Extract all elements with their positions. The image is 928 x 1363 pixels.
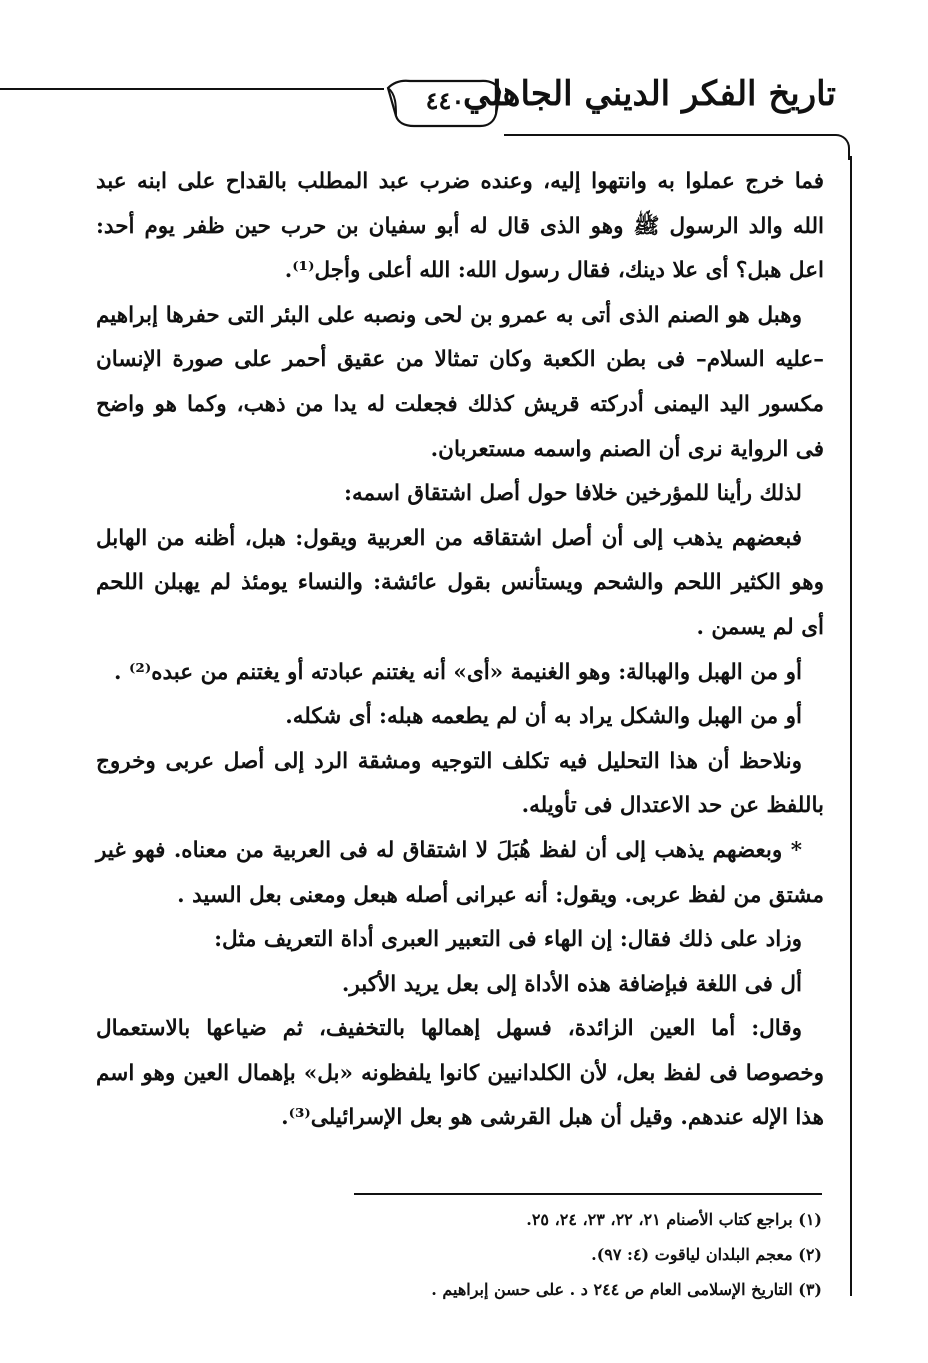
page-number: ٤٤٠ [425,86,465,115]
paragraph: فما خرج عملوا به وانتهوا إليه، وعنده ضرب عبد المطلب بالقداح على ابنه عبد الله والد الرسول ﷺ وهو الذى قال له أبو سفيان بن حرب حين ظفر يوم أحد: اعل هبل؟ أى علا دينك، فقال رسول الله: الله أعلى وأجل⁽¹⁾. [96,169,824,284]
paragraph: وزاد على ذلك فقال: إن الهاء فى التعبير العبرى أداة التعريف مثل: [214,927,802,953]
footnote: (٣) التاريخ الإسلامى العام ص ٢٤٤ د . على حسن إبراهيم . [431,1280,822,1299]
paragraph: وهبل هو الصنم الذى أتى به عمرو بن لحى ونصبه على البئر التى حفرها إبراهيم –عليه السلام– فى بطن الكعبة وكان تمثالا من عقيق أحمر على صورة الإنسان مكسور اليد اليمنى أدركته قريش كذلك فجعلت له يدا من ذهب، وكما هو واضح فى الرواية نرى أن الصنم واسمه مستعربان. [96,302,824,462]
frame-right-rule [850,156,852,1296]
paragraph: * وبعضهم يذهب إلى أن لفظ هُبَلَ لا اشتقاق له فى العربية من معناه. فهو غير مشتق من لفظ عربى. ويقول: أنه عبرانى أصله هبعل ومعنى بعل السيد . [96,837,824,908]
paragraph: ونلاحظ أن هذا التحليل فيه تكلف التوجيه ومشقة الرد إلى أصل عربى وخروج باللفظ عن حد الاعتدال فى تأويله. [96,748,824,819]
footnote-rule [354,1193,822,1195]
running-title: تاريخ الفكر الديني الجاهلي [462,74,836,114]
footnote: (١) براجع كتاب الأصنام ٢١، ٢٢، ٢٣، ٢٤، ٢٥. [526,1210,822,1229]
frame-corner [832,134,850,160]
paragraph: فبعضهم يذهب إلى أن أصل اشتقاقه من العربية ويقول: هبل، أظنه من الهابل وهو الكثير اللحم والشحم ويستأنس بقول عائشة: والنساء يومئذ لم يهبلن اللحم أى لم يسمن . [96,525,824,640]
paragraph: لذلك رأينا للمؤرخين خلافا حول أصل اشتقاق اسمه: [344,481,802,507]
body-text [96,160,824,1141]
paragraph: وقال: أما العين الزائدة، فسهل إهمالها بالتخفيف، ثم ضياعها بالاستعمال وخصوصا فى لفظ بعل، لأن الكلدانيين كانوا يلفظونه «بل» بإهمال العين وهو اسم هذا الإله عندهم. وقيل أن هبل القرشى هو بعل الإسرائيلى⁽³⁾. [96,1016,824,1131]
footnote: (٢) معجم البلدان لياقوت (٤: ٩٧). [591,1245,822,1264]
paragraph: أل فى اللغة فبإضافة هذه الأداة إلى بعل يريد الأكبر. [341,971,802,997]
paragraph: أو من الهبل والشكل يراد به أن لم يطعمه هبله: أى شكله. [285,704,802,730]
footnotes [202,1202,822,1307]
frame-top-rule [504,134,836,136]
header-rule [0,88,384,90]
paragraph: أو من الهبل والهبالة: وهو الغنيمة «أى» أنه يغتنم عبادته أو يغتنم من عبده⁽²⁾ . [114,659,802,685]
